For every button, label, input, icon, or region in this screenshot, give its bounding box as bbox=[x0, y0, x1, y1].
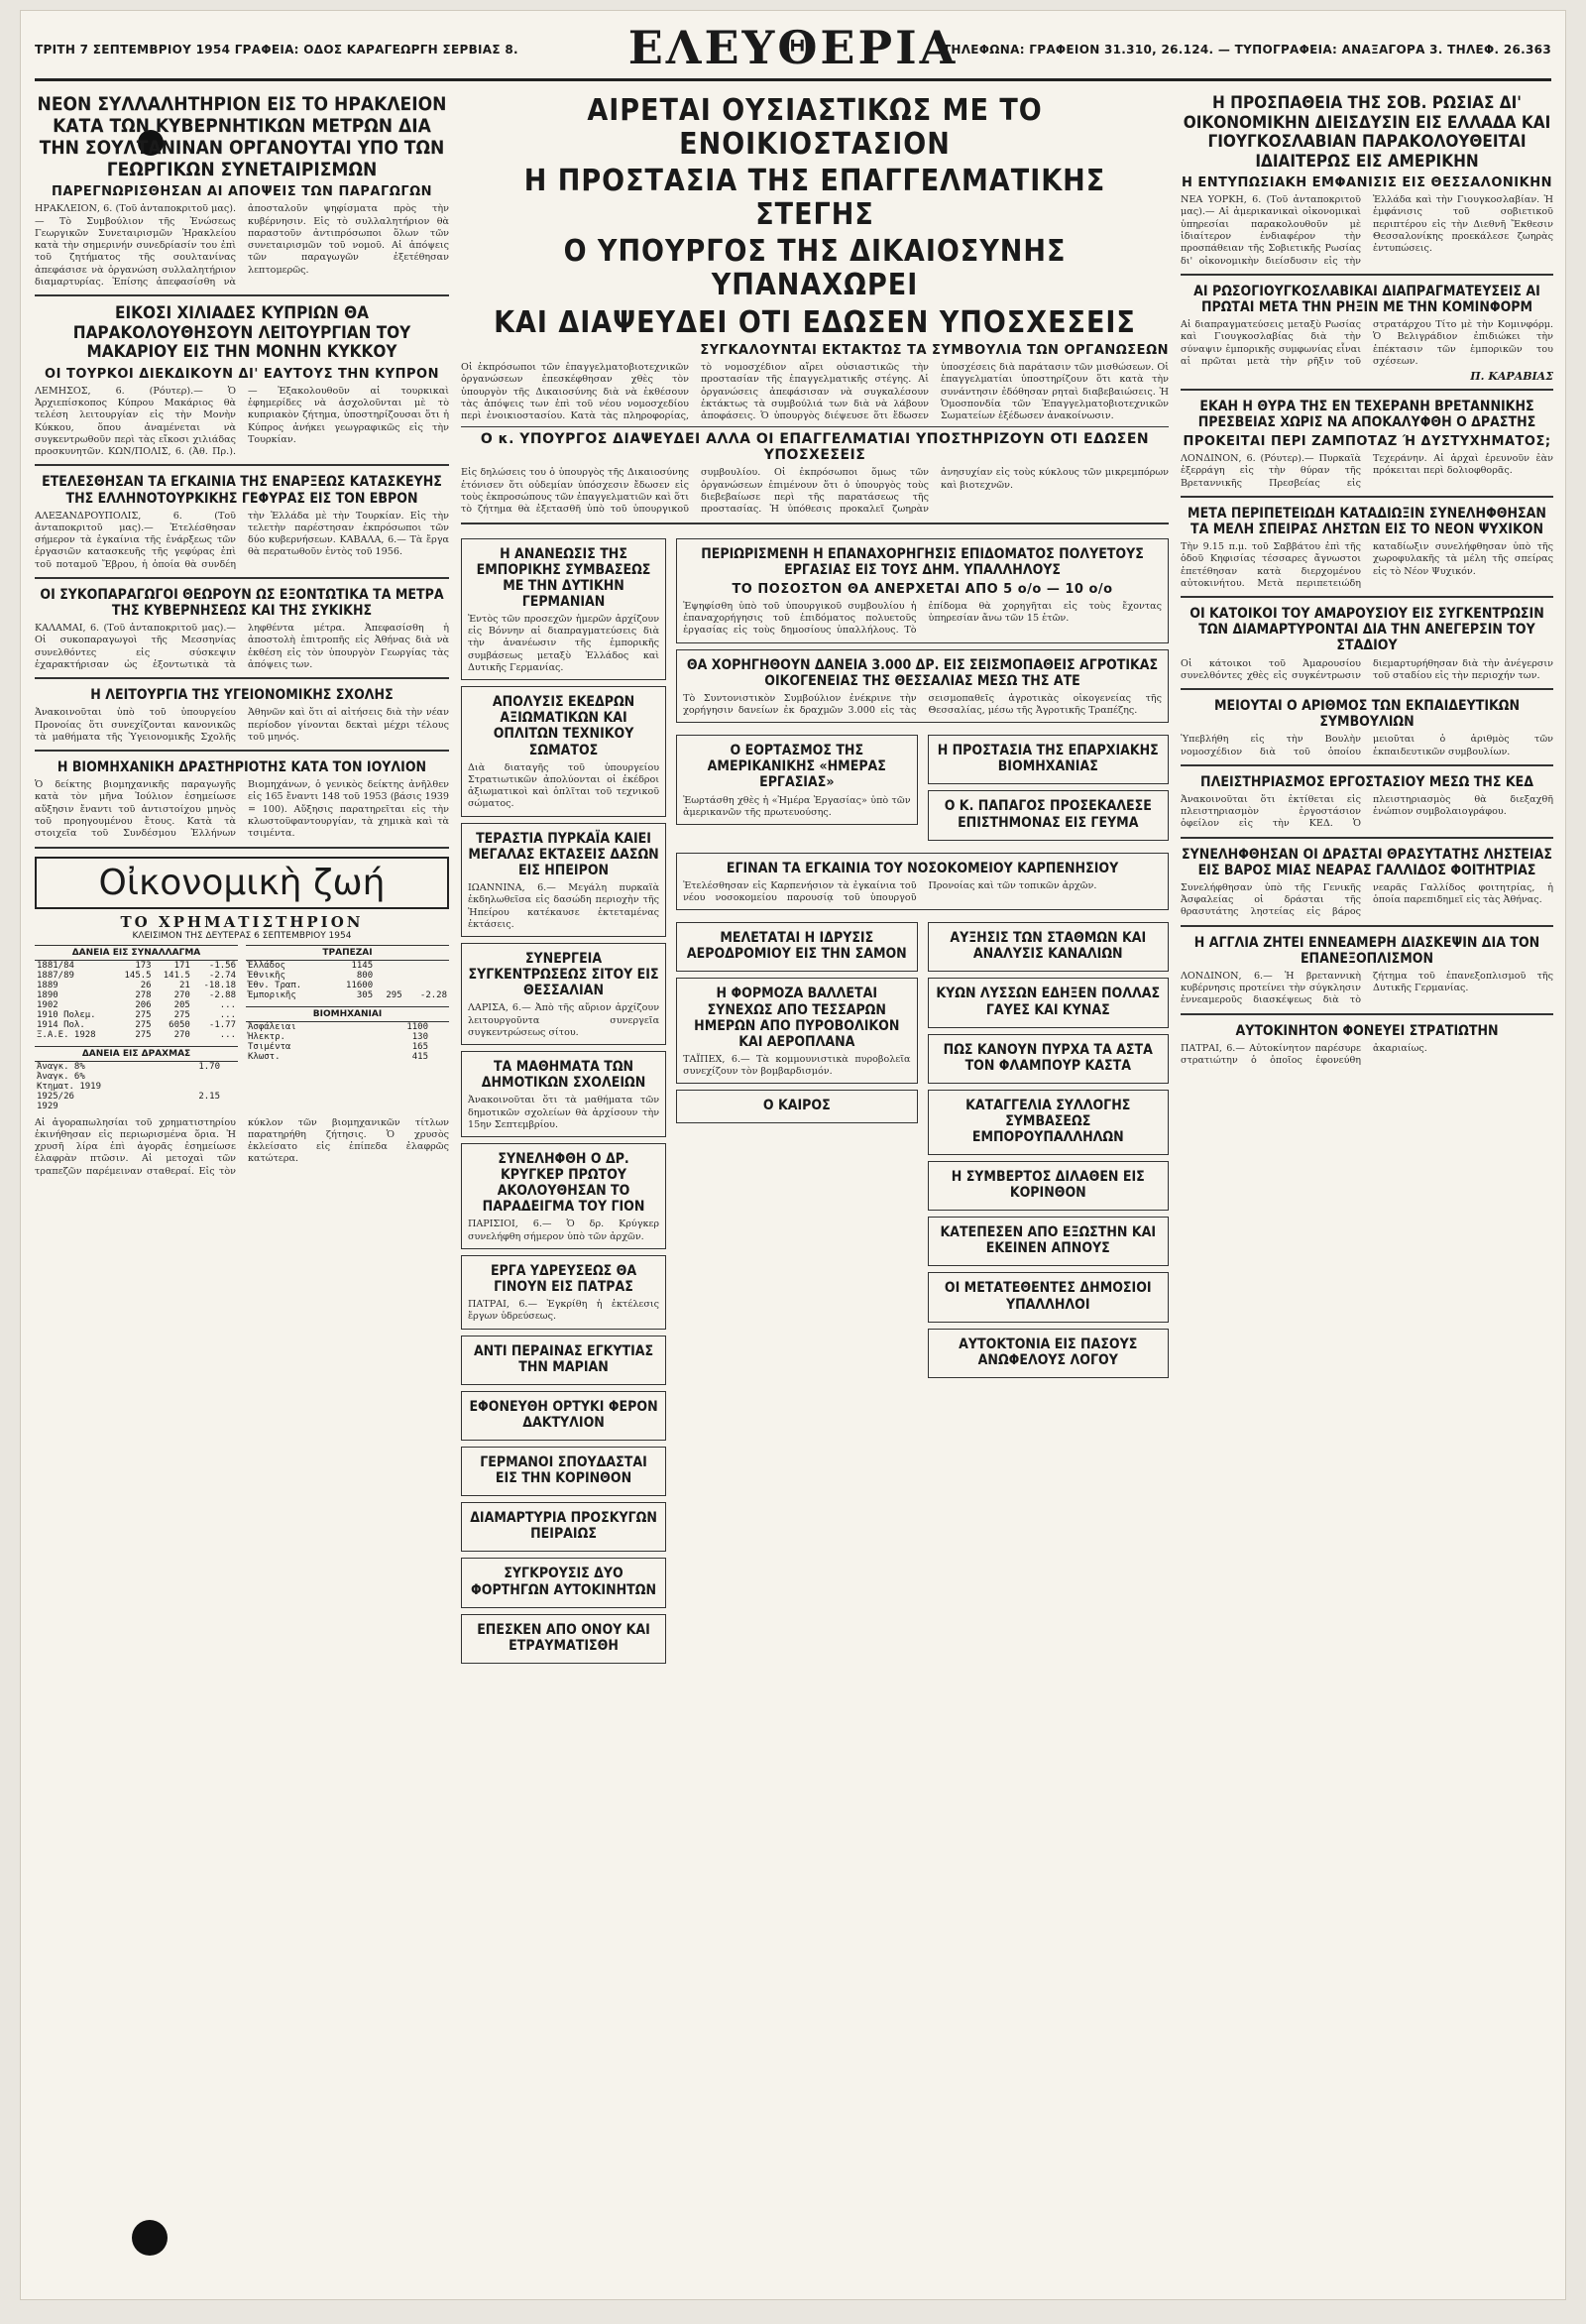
economy-section bbox=[35, 857, 449, 1178]
article bbox=[1181, 606, 1553, 690]
article bbox=[461, 686, 666, 816]
article-body: ΚΑΛΑΜΑΙ, 6. (Τοῦ ἀνταποκριτοῦ μας).— Οἱ συκοπαραγωγοὶ τῆς Μεσσηνίας συνελθόντες εἰς σύσκεψιν ἐχαρακτήρισαν ὡς ἐξοντωτικὰ τὰ ληφθέντα μέτρα. Ἀπεφασίσθη ἡ ἀποστολὴ ἐπιτροπῆς εἰς Ἀθήνας διὰ νὰ ἐκθέση εἰς τὸν ὑπουργὸν Γεωργίας τὰς ἀπόψεις των. bbox=[35, 623, 449, 670]
article-byline: Π. ΚΑΡΑΒΙΑΣ bbox=[1470, 370, 1553, 384]
table-cell bbox=[375, 971, 404, 981]
table-cell bbox=[439, 1042, 449, 1052]
article-headline: ΕΙΚΟΣΙ ΧΙΛΙΑΔΕΣ ΚΥΠΡΙΩΝ ΘΑ ΠΑΡΑΚΟΛΟΥΘΗΣΟΥΝ ΛΕΙΤΟΥΡΓΙΑΝ ΤΟΥ ΜΑΚΑΡΙΟΥ ΕΙΣ ΤΗΝ ΜΟΝΗΝ ΚΥΚΚΟΥ bbox=[72, 303, 411, 363]
table-cell: 145.5 bbox=[124, 970, 152, 981]
article-subheadline: ΠΑΡΕΓΝΩΡΙΣΘΗΣΑΝ ΑΙ ΑΠΟΨΕΙΣ ΤΩΝ ΠΑΡΑΓΩΓΩΝ bbox=[51, 184, 433, 200]
article-headline: ΑΥΤΟΚΙΝΗΤΟΝ ΦΟΝΕΥΕΙ ΣΤΡΑΤΙΩΤΗΝ bbox=[1235, 1022, 1499, 1039]
table-row bbox=[35, 1072, 238, 1082]
table-cell: Ἐθνικῆς bbox=[248, 970, 285, 981]
article-body: ΠΑΤΡΑΙ, 6.— Αὐτοκίνητον παρέσυρε στρατιώτην ὁ ὁποῖος ἐφονεύθη ἀκαριαίως. bbox=[1181, 1042, 1427, 1067]
market-table-industries bbox=[246, 1006, 449, 1062]
table-cell bbox=[230, 1082, 238, 1092]
table-row bbox=[246, 1021, 449, 1032]
table-cell: 1925/26 bbox=[37, 1091, 74, 1102]
article bbox=[461, 1336, 666, 1385]
article bbox=[35, 587, 449, 679]
masthead-phones: ΤΗΛΕΦΩΝΑ: ΓΡΑΦΕΙΟΝ 31.310, 26.124. — ΤΥΠΟΓΡΑΦΕΙΑ: ΑΝΑΞΑΓΟΡΑ 3. ΤΗΛΕΦ. 26.363 bbox=[942, 43, 1551, 57]
table-cell: 1910 Πολεμ. bbox=[37, 1009, 96, 1020]
article-headline: ΣΥΝΕΡΓΕΙΑ ΣΥΓΚΕΝΤΡΩΣΕΩΣ ΣΙΤΟΥ ΕΙΣ ΘΕΣΣΑΛΙΑΝ bbox=[468, 951, 659, 999]
article bbox=[35, 474, 449, 579]
article-headline: ΑΙ ΡΩΣΟΓΙΟΥΓΚΟΣΛΑΒΙΚΑΙ ΔΙΑΠΡΑΓΜΑΤΕΥΣΕΙΣ ΑΙ ΠΡΩΤΑΙ ΜΕΤΑ ΤΗΝ ΡΗΞΙΝ ΜΕ ΤΗΝ ΚΟΜΙΝΦΟΡΜ bbox=[1193, 283, 1540, 315]
table-cell: Ἀναγκ. 6% bbox=[37, 1071, 85, 1082]
article-headline: ΟΙ ΚΑΤΟΙΚΟΙ ΤΟΥ ΑΜΑΡΟΥΣΙΟΥ ΕΙΣ ΣΥΓΚΕΝΤΡΩΣΙΝ ΤΩΝ ΔΙΑΜΑΡΤΥΡΟΝΤΑΙ ΔΙΑ ΤΗΝ ΑΝΕΓΕΡΣΙΝ ΤΟΥ ΣΤΑΔΙΟΥ bbox=[1190, 606, 1544, 654]
article bbox=[35, 687, 449, 752]
table-cell: 278 bbox=[135, 989, 152, 1000]
masthead-title: ΕΛΕΥΘΕΡΙΑ bbox=[627, 21, 959, 74]
table-title: ΒΙΟΜΗΧΑΝΙΑΙ bbox=[246, 1006, 449, 1021]
article-headline: ΜΕΤΑ ΠΕΡΙΠΕΤΕΙΩΔΗ ΚΑΤΑΔΙΩΞΙΝ ΣΥΝΕΛΗΦΘΗΣΑΝ ΤΑ ΜΕΛΗ ΣΠΕΙΡΑΣ ΛΗΣΤΩΝ ΕΙΣ ΤΟ ΝΕΟΝ ΨΥΧΙΚΟΝ bbox=[1188, 506, 1546, 538]
article-body: ΗΡΑΚΛΕΙΟΝ, 6. (Τοῦ ἀνταποκριτοῦ μας).— Τὸ Συμβούλιον τῆς Ἑνώσεως Γεωργικῶν Συνεταιρισμῶν Ἡρακλείου κατὰ τὴν σημερινήν συνεδρίασίν του ἐπὶ τοῦ ζητήματος τῆς σουλτανίνας ἀπεφάσισε νὰ ὀργανώση συλλαλητήριον διαμαρτυρίας. Ἐπίσης ἀπεφασίσθη νὰ ἀποσταλοῦν ψηφίσματα πρὸς τὴν κυβέρνησιν. Εἰς τὸ συλλαλητήριον θὰ παραστοῦν ἀντιπρόσωποι ὅλων τῶν συνεταιρισμῶν τοῦ νομοῦ. Αἱ ἀπόψεις τῶν παραγωγῶν ἐξετέθησαν λεπτομερῶς. bbox=[35, 203, 449, 288]
article-subheadline: Η ΕΝΤΥΠΩΣΙΑΚΗ ΕΜΦΑΝΙΣΙΣ ΕΙΣ ΘΕΣΣΑΛΟΝΙΚΗΝ bbox=[1182, 175, 1552, 191]
table-cell: -18.18 bbox=[203, 980, 236, 990]
table-cell bbox=[430, 1032, 439, 1042]
table-cell: 270 bbox=[173, 989, 190, 1000]
right-column bbox=[1181, 92, 1553, 2289]
article-body: Οἱ ἐκπρόσωποι τῶν ἐπαγγελματοβιοτεχνικῶν ὀργανώσεων ἐπεσκέφθησαν χθὲς τὸν ὑπουργὸν τῆς Δικαιοσύνης διὰ νὰ ἐκθέσουν τὰς ἀπόψεις των ἐπὶ τοῦ νέου νομοσχεδίου περὶ ἐνοικιοστασίου. Κατὰ τὰς πληροφορίας, τὸ νομοσχέδιον αἴρει οὐσιαστικῶς τὴν προστασίαν τῆς ἐπαγγελματικῆς στέγης. Αἱ ὀργανώσεις ἀπεφάσισαν νὰ συγκαλέσουν ἐκτάκτως τὰ συμβούλιά των διὰ νὰ λάβουν ἀποφάσεις. Ὁ ὑπουργὸς διέψευσε ὅτι ἔδωσεν ὑποσχέσεις διὰ παράτασιν τῶν μισθώσεων. Οἱ ἐπαγγελματίαι ὑποστηρίζουν ὅτι κατὰ τὴν συνάντησιν ἐδόθησαν ρηταὶ διαβεβαιώσεις. Ἡ Ὁμοσπονδία τῶν Ἐπαγγελματοβιοτεχνικῶν Σωματείων ἐξέδωσεν ἀνακοίνωσιν. bbox=[461, 362, 1169, 422]
article bbox=[928, 922, 1169, 972]
table-cell: 275 bbox=[135, 1019, 152, 1030]
table-row bbox=[35, 1082, 238, 1092]
table-row bbox=[35, 971, 238, 981]
table-title: ΔΑΝΕΙΑ ΕΙΣ ΔΡΑΧΜΑΣ bbox=[35, 1046, 238, 1061]
article-headline: ΠΕΡΙΩΡΙΣΜΕΝΗ Η ΕΠΑΝΑΧΟΡΗΓΗΣΙΣ ΕΠΙΔΟΜΑΤΟΣ ΠΟΛΥΕΤΟΥΣ ΕΡΓΑΣΙΑΣ ΕΙΣ ΤΟΥΣ ΔΗΜ. ΥΠΑΛΛΗΛΟΥΣ bbox=[701, 545, 1144, 578]
article bbox=[676, 978, 917, 1084]
article-headline: ΝΕΟΝ ΣΥΛΛΑΛΗΤΗΡΙΟΝ ΕΙΣ ΤΟ ΗΡΑΚΛΕΙΟΝ ΚΑΤΑ ΤΩΝ ΚΥΒΕΡΝΗΤΙΚΩΝ ΜΕΤΡΩΝ ΔΙΑ ΤΗΝ ΣΟΥΛΤΑΝΙΝΑΝ ΟΡΓΑΝΟΥΤΑΙ ΥΠΟ ΤΩΝ ΓΕΩΡΓΙΚΩΝ ΣΥΝΕΤΑΙΡΙΣΜΩΝ bbox=[37, 93, 447, 180]
article-body: ΤΑΪΠΕΧ, 6.— Τὰ κομμουνιστικὰ πυροβολεῖα συνεχίζουν τὸν βομβαρδισμόν. bbox=[683, 1053, 911, 1078]
article-headline: ΕΠΕΣΚΕΝ ΑΠΟ ΟΝΟΥ ΚΑΙ ΕΤΡΑΥΜΑΤΙΣΘΗ bbox=[477, 1621, 650, 1654]
article-headline: Η ΛΕΙΤΟΥΡΓΙΑ ΤΗΣ ΥΓΕΙΟΝΟΜΙΚΗΣ ΣΧΟΛΗΣ bbox=[90, 687, 394, 704]
article-body: Αἱ διαπραγματεύσεις μεταξὺ Ρωσίας καὶ Γιουγκοσλαβίας διὰ τὴν σύναψιν ἐμπορικῆς συμφωνίας εἶναι αἱ πρῶται μετὰ τὴν ρῆξιν τοῦ στρατάρχου Τίτο μὲ τὴν Κομινφόρμ. Ὁ Βελιγράδιον ἐπιδιώκει τὴν ἐπέκτασιν τῶν ἐμπορικῶν του σχέσεων. bbox=[1181, 318, 1553, 367]
table-cell: ... bbox=[219, 1009, 236, 1020]
article bbox=[1181, 399, 1553, 498]
table-cell: 415 bbox=[411, 1051, 429, 1062]
table-cell: 205 bbox=[173, 999, 190, 1010]
table-cell bbox=[230, 1102, 238, 1111]
article-body: Ἀνακοινοῦται ὑπὸ τοῦ ὑπουργείου Προνοίας ὅτι συνεχίζονται κανονικῶς τὰ μαθήματα τῆς Ὑγειονομικῆς Σχολῆς Ἀθηνῶν καὶ ὅτι αἱ αἰτήσεις διὰ τὴν νέαν περίοδον γίνονται δεκταὶ μέχρι τέλους τοῦ μηνός. bbox=[35, 707, 449, 743]
table-cell bbox=[439, 1032, 449, 1042]
table-cell: Ἠλεκτρ. bbox=[248, 1031, 285, 1042]
article-body: Ἐτελέσθησαν εἰς Καρπενήσιον τὰ ἐγκαίνια τοῦ νέου νοσοκομείου παρουσίᾳ τοῦ ὑπουργοῦ Προνοίας καὶ τῶν τοπικῶν ἀρχῶν. bbox=[683, 879, 1097, 903]
table-row bbox=[35, 1020, 238, 1030]
article-body: Ἀνακοινοῦται ὅτι ἐκτίθεται εἰς πλειστηριασμὸν ἐργοστάσιον ὀφείλον εἰς τὴν ΚΕΔ. Ὁ πλειστηριασμὸς θὰ διεξαχθῆ ἐνώπιον συμβολαιογράφου. bbox=[1181, 793, 1553, 830]
article-body: Ὁ δείκτης βιομηχανικῆς παραγωγῆς κατὰ τὸν μῆνα Ἰούλιον ἐσημείωσε αὔξησιν ἔναντι τοῦ ἀντιστοίχου μηνὸς τοῦ προηγουμένου ἔτους. Κατὰ τὰ στοιχεῖα τοῦ Συνδέσμου Ἑλλήνων Βιομηχάνων, ὁ γενικὸς δείκτης ἀνῆλθεν εἰς 165 ἔναντι 148 τοῦ 1953 (βάσις 1939 = 100). Αὔξησις παρατηρεῖται εἰς τὴν κλωστοϋφαντουργίαν, τὰ χημικὰ καὶ τὰ τσιμέντα. bbox=[35, 779, 449, 840]
table-cell: 173 bbox=[135, 960, 152, 971]
market-table-banks bbox=[246, 945, 449, 1000]
article bbox=[35, 759, 449, 848]
article-headline: Η ΠΡΟΣΠΑΘΕΙΑ ΤΗΣ ΣΟΒ. ΡΩΣΙΑΣ ΔΙ' ΟΙΚΟΝΟΜΙΚΗΝ ΔΙΕΙΣΔΥΣΙΝ ΕΙΣ ΕΛΛΑΔΑ ΚΑΙ ΓΙΟΥΓΚΟΣΛΑΒΙΑΝ ΠΑΡΑΚΟΛΟΥΘΕΙΤΑΙ ΙΔΙΑΙΤΕΡΩΣ ΕΙΣ ΑΜΕΡΙΚΗΝ bbox=[1183, 93, 1551, 172]
article-headline: ΟΙ ΜΕΤΑΤΕΘΕΝΤΕΣ ΔΗΜΟΣΙΟΙ ΥΠΑΛΛΗΛΟΙ bbox=[944, 1280, 1152, 1313]
table-row bbox=[35, 1030, 238, 1040]
article bbox=[1181, 847, 1553, 927]
table-cell bbox=[222, 1102, 230, 1111]
article-body: Οἱ κάτοικοι τοῦ Ἀμαρουσίου συνελθόντες χθὲς εἰς συγκέντρωσιν διεμαρτυρήθησαν διὰ τὴν ἀνέγερσιν τοῦ σταδίου εἰς τὴν περιοχήν των. bbox=[1181, 657, 1553, 681]
table-row bbox=[246, 981, 449, 990]
table-cell bbox=[404, 981, 449, 990]
article bbox=[461, 1391, 666, 1441]
table-cell bbox=[230, 1061, 238, 1072]
article bbox=[1181, 698, 1553, 766]
table-cell bbox=[222, 1082, 230, 1092]
article bbox=[676, 853, 1169, 911]
article-body: ΠΑΤΡΑΙ, 6.— Ἐγκρίθη ἡ ἐκτέλεσις ἔργων ὑδρεύσεως. bbox=[468, 1299, 660, 1323]
article bbox=[676, 1090, 917, 1123]
article-body: ΛΕΜΗΣΟΣ, 6. (Ρόυτερ).— Ὁ Ἀρχιεπίσκοπος Κύπρου Μακάριος θὰ τελέση λειτουργίαν εἰς τὴν Μονὴν Κύκκου, ὅπου ἀναμένεται νὰ συγκεντρωθοῦν περὶ τὰς εἴκοσι χιλιάδας προσκυνητῶν. ΚΩΝ/ΠΟΛΙΣ, 6. (Ἀθ. Πρ.).— Ἐξακολουθοῦν αἱ τουρκικαὶ ἐφημερίδες νὰ ἀσχολοῦνται μὲ τὸ κυπριακὸν ζήτημα, ὑποστηρίζουσαι ὅτι ἡ Κύπρος ἀνήκει γεωγραφικῶς εἰς τὴν Τουρκίαν. bbox=[35, 385, 449, 458]
table-cell bbox=[171, 1072, 222, 1082]
table-cell bbox=[430, 1021, 439, 1032]
table-row bbox=[246, 971, 449, 981]
article bbox=[461, 538, 666, 681]
article-body: ΛΟΝΔΙΝΟΝ, 6. (Ρόυτερ).— Πυρκαϊὰ ἐξερράγη εἰς τὴν θύραν τῆς Βρεταννικῆς Πρεσβείας εἰς Τεχεράνην. Αἱ ἀρχαὶ ἐρευνοῦν ἐὰν πρόκειται περὶ δολιοφθορᾶς. bbox=[1181, 453, 1553, 489]
table-cell: 206 bbox=[135, 999, 152, 1010]
market-table-foreign-loans bbox=[35, 945, 238, 1040]
table-cell: Τσιμέντα bbox=[248, 1041, 291, 1052]
table-cell bbox=[375, 981, 404, 990]
left-column bbox=[35, 92, 449, 2289]
table-cell: 1890 bbox=[37, 989, 58, 1000]
article-subheadline: ΠΡΟΚΕΙΤΑΙ ΠΕΡΙ ΖΑΜΠΟΤΑΖ Ή ΔΥΣΤΥΧΗΜΑΤΟΣ; bbox=[1183, 434, 1551, 450]
table-cell: Ἀναγκ. 8% bbox=[37, 1061, 85, 1072]
article-body: Ἐωρτάσθη χθὲς ἡ «Ἡμέρα Ἐργασίας» ὑπὸ τῶν ἀμερικανῶν τῆς πρωτευούσης. bbox=[683, 794, 911, 818]
article-body: Διὰ διαταγῆς τοῦ ὑπουργείου Στρατιωτικῶν ἀπολύονται οἱ ἐκέδροι ἀξιωματικοὶ καὶ ὁπλῖται τοῦ τεχνικοῦ σώματος. bbox=[468, 761, 660, 810]
table-cell bbox=[230, 1072, 238, 1082]
article-headline: ΑΥΤΟΚΤΟΝΙΑ ΕΙΣ ΠΑΣΟΥΣ ΑΝΩΦΕΛΟΥΣ ΛΟΓΟΥ bbox=[959, 1336, 1138, 1368]
table-row bbox=[35, 981, 238, 990]
article bbox=[928, 978, 1169, 1027]
article-body: ΛΑΡΙΣΑ, 6.— Ἀπὸ τῆς αὔριον ἀρχίζουν λειτουργοῦντα συνεργεῖα συγκεντρώσεως σίτου. bbox=[468, 1002, 660, 1038]
article-headline: ΜΕΙΟΥΤΑΙ Ο ΑΡΙΘΜΟΣ ΤΩΝ ΕΚΠΑΙΔΕΥΤΙΚΩΝ ΣΥΜΒΟΥΛΙΩΝ bbox=[1213, 698, 1521, 731]
article bbox=[676, 735, 917, 825]
table-cell: 21 bbox=[179, 980, 190, 990]
article-headline: ΠΩΣ ΚΑΝΟΥΝ ΠΥΡΧΑ ΤΑ ΑΣΤΑ ΤΟΝ ΦΛΑΜΠΟΥΡ ΚΑΣΤΑ bbox=[943, 1041, 1153, 1074]
market-table-drachma-loans bbox=[35, 1046, 238, 1111]
article-body: Τὴν 9.15 π.μ. τοῦ Σαββάτου ἐπὶ τῆς ὁδοῦ Κηφισίας τέσσαρες ἄγνωστοι ἐπετέθησαν κατὰ διερχομένου αὐτοκινήτου. Μετὰ περιπετειώδη καταδίωξιν συνελήφθησαν ὑπὸ τῆς χωροφυλακῆς τὰ μέλη τῆς σπείρας εἰς τὸ Νέον Ψυχικόν. bbox=[1181, 541, 1553, 589]
article-headline: Η ΑΝΑΝΕΩΣΙΣ ΤΗΣ ΕΜΠΟΡΙΚΗΣ ΣΥΜΒΑΣΕΩΣ ΜΕ ΤΗΝ ΔΥΤΙΚΗΝ ΓΕΡΜΑΝΙΑΝ bbox=[476, 545, 651, 610]
table-cell: 11600 bbox=[346, 980, 374, 990]
article bbox=[676, 538, 1169, 643]
article-headline: ΔΙΑΜΑΡΤΥΡΙΑ ΠΡΟΣΚΥΓΩΝ ΠΕΙΡΑΙΩΣ bbox=[470, 1510, 657, 1543]
table-cell bbox=[404, 971, 449, 981]
article bbox=[461, 1558, 666, 1607]
lead-headline-line-1: ΑΙΡΕΤΑΙ ΟΥΣΙΑΣΤΙΚΩΣ ΜΕ ΤΟ ΕΝΟΙΚΙΟΣΤΑΣΙΟΝ bbox=[587, 93, 1043, 162]
article bbox=[1181, 1023, 1553, 1074]
article-body: Ἐψηφίσθη ὑπὸ τοῦ ὑπουργικοῦ συμβουλίου ἡ ἐπαναχορήγησις τοῦ ἐπιδόματος πολυετοῦς ἐργασίας εἰς τοὺς δημοσίους ὑπαλλήλους. Τὸ ἐπίδομα θὰ χορηγῆται εἰς τοὺς ἔχοντας ὑπηρεσίαν ἄνω τῶν 15 ἐτῶν. bbox=[683, 600, 1162, 637]
article bbox=[928, 1034, 1169, 1084]
article-headline: ΚΑΤΕΠΕΣΕΝ ΑΠΟ ΕΞΩΣΤΗΝ ΚΑΙ ΕΚΕΙΝΕΝ ΑΠΝΟΥΣ bbox=[940, 1224, 1157, 1257]
article-subheadline: ΤΟ ΠΟΣΟΣΤΟΝ ΘΑ ΑΝΕΡΧΕΤΑΙ ΑΠΟ 5 ο/ο — 10 ο/ο bbox=[732, 581, 1113, 597]
table-cell: -2.74 bbox=[208, 970, 236, 981]
table-cell bbox=[222, 1072, 230, 1082]
table-cell bbox=[430, 1042, 439, 1052]
table-cell: -1.56 bbox=[208, 960, 236, 971]
table-cell: 171 bbox=[173, 960, 190, 971]
lead-subheadline-2: Ο κ. ΥΠΟΥΡΓΟΣ ΔΙΑΨΕΥΔΕΙ ΑΛΛΑ ΟΙ ΕΠΑΓΓΕΛΜΑΤΙΑΙ ΥΠΟΣΤΗΡΙΖΟΥΝ ΟΤΙ ΕΔΩΣΕΝ ΥΠΟΣΧΕΣΕΙΣ bbox=[461, 426, 1169, 463]
article-headline: ΑΝΤΙ ΠΕΡΑΙΝΑΣ ΕΓΚΥΤΙΑΣ ΤΗΝ ΜΑΡΙΑΝ bbox=[473, 1342, 654, 1375]
article bbox=[928, 1161, 1169, 1211]
table-row bbox=[35, 1092, 238, 1102]
article bbox=[461, 1614, 666, 1664]
article bbox=[461, 823, 666, 937]
table-cell: 305 bbox=[356, 989, 374, 1000]
table-cell: 1145 bbox=[351, 960, 374, 971]
table-row bbox=[35, 1102, 238, 1111]
table-cell: 1100 bbox=[406, 1021, 429, 1032]
table-cell bbox=[430, 1052, 439, 1062]
table-title: ΔΑΝΕΙΑ ΕΙΣ ΣΥΝΑΛΛΑΓΜΑ bbox=[35, 945, 238, 960]
article-headline: Η ΦΟΡΜΟΖΑ ΒΑΛΛΕΤΑΙ ΣΥΝΕΧΩΣ ΑΠΟ ΤΕΣΣΑΡΩΝ ΗΜΕΡΩΝ ΑΠΟ ΠΥΡΟΒΟΛΙΚΟΝ ΚΑΙ ΑΕΡΟΠΛΑΝΑ bbox=[694, 986, 900, 1050]
table-cell: Ξ.Α.Ε. 1928 bbox=[37, 1029, 96, 1040]
article-headline: ΕΓΙΝΑΝ ΤΑ ΕΓΚΑΙΝΙΑ ΤΟΥ ΝΟΣΟΚΟΜΕΙΟΥ ΚΑΡΠΕΝΗΣΙΟΥ bbox=[726, 860, 1119, 876]
newspaper-page bbox=[20, 10, 1566, 2300]
table-title: ΤΡΑΠΕΖΑΙ bbox=[246, 945, 449, 960]
article bbox=[1181, 94, 1553, 276]
table-cell bbox=[439, 1021, 449, 1032]
table-cell: 26 bbox=[140, 980, 152, 990]
article-body: ΛΟΝΔΙΝΟΝ, 6.— Ἡ βρεταννικὴ κυβέρνησις προτείνει τὴν σύγκλησιν ἐννεαμεροῦς διασκέψεως διὰ τὸ ζήτημα τοῦ ἐπανεξοπλισμοῦ τῆς Δυτικῆς Γερμανίας. bbox=[1181, 970, 1553, 1006]
table-row bbox=[246, 990, 449, 1000]
table-cell: 130 bbox=[411, 1031, 429, 1042]
table-cell: Κλωστ. bbox=[248, 1051, 281, 1062]
article bbox=[928, 1272, 1169, 1322]
article-body: Συνελήφθησαν ὑπὸ τῆς Γενικῆς Ἀσφαλείας οἱ δράσται τῆς θρασυτάτης ληστείας εἰς βάρος νεαρᾶς Γαλλίδος φοιτητρίας, ἡ ὁποία παρεπιδημεῖ εἰς τὰς Ἀθήνας. bbox=[1181, 881, 1553, 918]
table-cell bbox=[222, 1061, 230, 1072]
article-body: ΑΛΕΞΑΝΔΡΟΥΠΟΛΙΣ, 6. (Τοῦ ἀνταποκριτοῦ μας).— Ἐτελέσθησαν σήμερον τὰ ἐγκαίνια τῆς ἐνάρξεως τῶν ἐργασιῶν κατασκευῆς τῆς γεφύρας ἐπὶ τοῦ ποταμοῦ Ἔβρου, ἡ ὁποία θὰ συνδέη τὴν Ἑλλάδα μὲ τὴν Τουρκίαν. Εἰς τὴν τελετὴν παρέστησαν ἐκπρόσωποι τῶν δύο κυβερνήσεων. ΚΑΒΑΛΑ, 6.— Τὰ ἔργα θὰ περατωθοῦν ἐντὸς τοῦ 1956. bbox=[35, 510, 449, 570]
article-headline: ΚΑΤΑΓΓΕΛΙΑ ΣΥΛΛΟΓΗΣ ΣΥΜΒΑΣΕΩΣ ΕΜΠΟΡΟΥΠΑΛΛΗΛΩΝ bbox=[965, 1097, 1131, 1145]
table-row bbox=[35, 960, 238, 971]
lead-headline-line-4: ΚΑΙ ΔΙΑΨΕΥΔΕΙ ΟΤΙ ΕΔΩΣΕΝ ΥΠΟΣΧΕΣΕΙΣ bbox=[494, 304, 1136, 340]
table-cell: 1881/84 bbox=[37, 960, 74, 971]
masthead-date-address: ΤΡΙΤΗ 7 ΣΕΠΤΕΜΒΡΙΟΥ 1954 ΓΡΑΦΕΙΑ: ΟΔΟΣ ΚΑΡΑΓΕΩΡΓΗ ΣΕΡΒΙΑΣ 8. bbox=[35, 43, 518, 57]
article-body: ΙΩΑΝΝΙΝΑ, 6.— Μεγάλη πυρκαϊὰ ἐκδηλωθεῖσα εἰς δασώδη περιοχὴν τῆς Ἠπείρου κατέκαυσε ἐκτεταμένας ἐκτάσεις. bbox=[468, 881, 660, 930]
table-cell: 1.70 bbox=[198, 1061, 220, 1072]
table-cell: 165 bbox=[411, 1041, 429, 1052]
article-headline: ΚΥΩΝ ΛΥΣΣΩΝ ΕΔΗΞΕΝ ΠΟΛΛΑΣ ΓΑΥΕΣ ΚΑΙ ΚΥΝΑΣ bbox=[936, 986, 1161, 1018]
article-headline: ΜΕΛΕΤΑΤΑΙ Η ΙΔΡΥΣΙΣ ΑΕΡΟΔΡΟΜΙΟΥ ΕΙΣ ΤΗΝ ΣΑΜΟΝ bbox=[686, 930, 907, 963]
article bbox=[676, 649, 1169, 724]
article bbox=[35, 304, 449, 466]
article-body: Ἐντὸς τῶν προσεχῶν ἡμερῶν ἀρχίζουν εἰς Βόννην αἱ διαπραγματεύσεις διὰ τὴν ἀνανέωσιν τῆς ἐμπορικῆς συμβάσεως μεταξὺ Ἑλλάδος καὶ Δυτικῆς Γερμανίας. bbox=[468, 613, 660, 673]
table-cell: -2.88 bbox=[208, 989, 236, 1000]
article bbox=[461, 1143, 666, 1249]
table-row bbox=[35, 1000, 238, 1010]
table-cell: 295 bbox=[386, 989, 402, 1000]
article-headline: ΓΕΡΜΑΝΟΙ ΣΠΟΥΔΑΣΤΑΙ ΕΙΣ ΤΗΝ ΚΟΡΙΝΘΟΝ bbox=[480, 1454, 647, 1487]
article bbox=[35, 94, 449, 296]
table-cell: 1902 bbox=[37, 999, 58, 1010]
article-headline: ΣΥΓΚΡΟΥΣΙΣ ΔΥΟ ΦΟΡΤΗΓΩΝ ΑΥΤΟΚΙΝΗΤΩΝ bbox=[471, 1566, 657, 1598]
table-cell bbox=[171, 1102, 222, 1111]
table-cell: -2.28 bbox=[419, 989, 447, 1000]
table-cell: ... bbox=[219, 999, 236, 1010]
table-row bbox=[246, 1042, 449, 1052]
article-headline: ΣΥΝΕΛΗΦΘΗ Ο ΔΡ. ΚΡΥΓΚΕΡ ΠΡΩΤΟΥ ΑΚΟΛΟΥΘΗΣΑΝ ΤΟ ΠΑΡΑΔΕΙΓΜΑ ΤΟΥ ΓΙΟΝ bbox=[482, 1151, 645, 1216]
stock-exchange-title: ΤΟ ΧΡΗΜΑΤΙΣΤΗΡΙΟΝ bbox=[120, 912, 364, 931]
article bbox=[461, 1447, 666, 1496]
article-body: Ὑπεβλήθη εἰς τὴν Βουλὴν νομοσχέδιον διὰ τοῦ ὁποίου μειοῦται ὁ ἀριθμὸς τῶν ἐκπαιδευτικῶν συμβουλίων. bbox=[1181, 734, 1553, 757]
table-cell: Ἐμπορικῆς bbox=[248, 989, 296, 1000]
article-body: Εἰς δηλώσεις του ὁ ὑπουργὸς τῆς Δικαιοσύνης ἐτόνισεν ὅτι οὐδεμίαν ὑπόσχεσιν ἔδωσεν εἰς τοὺς ἐκπροσώπους τῶν ἐπαγγελματιῶν καὶ ὅτι τὸ ζήτημα θὰ ἐξετασθῆ ὑπὸ τοῦ ὑπουργικοῦ συμβουλίου. Οἱ ἐκπρόσωποι ὅμως τῶν ὀργανώσεων ἐπιμένουν ὅτι ὁ ὑπουργὸς τοὺς διεβεβαίωσε περὶ τῆς παρατάσεως τῆς προστασίας. Ἡ ὑπόθεσις προκαλεῖ ζωηρὰν ἀνησυχίαν εἰς τοὺς κύκλους τῶν μικρεμπόρων καὶ βιοτεχνῶν. bbox=[461, 467, 1169, 516]
lead-headline-line-3: Ο ΥΠΟΥΡΓΟΣ ΤΗΣ ΔΙΚΑΙΟΣΥΝΗΣ ΥΠΑΝΑΧΩΡΕΙ bbox=[563, 234, 1067, 302]
article-subheadline: ΟΙ ΤΟΥΡΚΟΙ ΔΙΕΚΔΙΚΟΥΝ ΔΙ' ΕΑΥΤΟΥΣ ΤΗΝ ΚΥΠΡΟΝ bbox=[45, 366, 439, 382]
lead-subheadline: ΣΥΓΚΑΛΟΥΝΤΑΙ ΕΚΤΑΚΤΩΣ ΤΑ ΣΥΜΒΟΥΛΙΑ ΤΩΝ ΟΡΓΑΝΩΣΕΩΝ bbox=[700, 343, 1169, 359]
table-cell: 275 bbox=[135, 1029, 152, 1040]
table-cell: 141.5 bbox=[163, 970, 190, 981]
article bbox=[1181, 506, 1553, 598]
masthead bbox=[35, 19, 1551, 81]
table-cell bbox=[171, 1082, 222, 1092]
article-headline: ΘΑ ΧΟΡΗΓΗΘΟΥΝ ΔΑΝΕΙΑ 3.000 ΔΡ. ΕΙΣ ΣΕΙΣΜΟΠΑΘΕΙΣ ΑΓΡΟΤΙΚΑΣ ΟΙΚΟΓΕΝΕΙΑΣ ΤΗΣ ΘΕΣΣΑΛΙΑΣ ΜΕΣΩ ΤΗΣ ΑΤΕ bbox=[686, 656, 1159, 689]
table-cell bbox=[439, 1052, 449, 1062]
table-row bbox=[35, 1010, 238, 1020]
article-body: Τὸ Συντονιστικὸν Συμβούλιον ἐνέκρινε τὴν χορήγησιν δανείων ἐκ δραχμῶν 3.000 εἰς τὰς σεισμοπαθεῖς ἀγροτικὰς οἰκογενείας τῆς Θεσσαλίας, μέσω τῆς Ἀγροτικῆς Τραπέζης. bbox=[683, 692, 1162, 716]
economy-section-title: Οἰκονομικὴ ζωή bbox=[35, 857, 449, 909]
table-row bbox=[246, 1052, 449, 1062]
table-cell: 800 bbox=[356, 970, 374, 981]
table-row bbox=[35, 990, 238, 1000]
table-cell: 6050 bbox=[169, 1019, 190, 1030]
article-headline: Ο ΕΟΡΤΑΣΜΟΣ ΤΗΣ ΑΜΕΡΙΚΑΝΙΚΗΣ «ΗΜΕΡΑΣ ΕΡΓΑΣΙΑΣ» bbox=[707, 743, 886, 791]
article bbox=[676, 922, 917, 972]
article-headline: Η ΒΙΟΜΗΧΑΝΙΚΗ ΔΡΑΣΤΗΡΙΟΤΗΣ ΚΑΤΑ ΤΟΝ ΙΟΥΛΙΟΝ bbox=[57, 759, 427, 776]
table-cell bbox=[404, 960, 449, 971]
table-cell: 275 bbox=[173, 1009, 190, 1020]
table-cell: 1914 Πολ. bbox=[37, 1019, 85, 1030]
table-cell: 270 bbox=[173, 1029, 190, 1040]
article-body: ΠΑΡΙΣΙΟΙ, 6.— Ὁ δρ. Κρύγκερ συνελήφθη σήμερον ὑπὸ τῶν ἀρχῶν. bbox=[468, 1219, 660, 1242]
article-headline: ΑΠΟΛΥΣΙΣ ΕΚΕΔΡΩΝ ΑΞΙΩΜΑΤΙΚΩΝ ΚΑΙ ΟΠΛΙΤΩΝ ΤΕΧΝΙΚΟΥ ΣΩΜΑΤΟΣ bbox=[492, 694, 635, 758]
table-cell: 275 bbox=[135, 1009, 152, 1020]
article-headline: ΠΛΕΙΣΤΗΡΙΑΣΜΟΣ ΕΡΓΟΣΤΑΣΙΟΥ ΜΕΣΩ ΤΗΣ ΚΕΔ bbox=[1200, 773, 1533, 790]
article bbox=[1181, 935, 1553, 1015]
table-cell: 2.15 bbox=[198, 1091, 220, 1102]
article-headline: ΣΥΝΕΛΗΦΘΗΣΑΝ ΟΙ ΔΡΑΣΤΑΙ ΘΡΑΣΥΤΑΤΗΣ ΛΗΣΤΕΙΑΣ ΕΙΣ ΒΑΡΟΣ ΜΙΑΣ ΝΕΑΡΑΣ ΓΑΛΛΙΔΟΣ ΦΟΙΤΗΤΡΙΑΣ bbox=[1182, 846, 1552, 878]
article-headline: ΕΤΕΛΕΣΘΗΣΑΝ ΤΑ ΕΓΚΑΙΝΙΑ ΤΗΣ ΕΝΑΡΞΕΩΣ ΚΑΤΑΣΚΕΥΗΣ ΤΗΣ ΕΛΛΗΝΟΤΟΥΡΚΙΚΗΣ ΓΕΦΥΡΑΣ ΕΙΣ ΤΟΝ ΕΒΡΟΝ bbox=[42, 474, 442, 507]
table-cell: 1889 bbox=[37, 980, 58, 990]
article bbox=[928, 1329, 1169, 1378]
article-headline: ΤΑ ΜΑΘΗΜΑΤΑ ΤΩΝ ΔΗΜΟΤΙΚΩΝ ΣΧΟΛΕΙΩΝ bbox=[481, 1059, 646, 1092]
article-headline: Η ΑΓΓΛΙΑ ΖΗΤΕΙ ΕΝΝΕΑΜΕΡΗ ΔΙΑΣΚΕΨΙΝ ΔΙΑ ΤΟΝ ΕΠΑΝΕΞΟΠΛΙΣΜΟΝ bbox=[1193, 934, 1540, 967]
article-headline: ΕΡΓΑ ΥΔΡΕΥΣΕΩΣ ΘΑ ΓΙΝΟΥΝ ΕΙΣ ΠΑΤΡΑΣ bbox=[490, 1263, 637, 1296]
article bbox=[461, 1502, 666, 1552]
stock-exchange-date: ΚΛΕΙΣΙΜΟΝ ΤΗΣ ΔΕΥΤΕΡΑΣ 6 ΣΕΠΤΕΜΒΡΙΟΥ 1954 bbox=[132, 930, 352, 941]
article-headline: ΟΙ ΣΥΚΟΠΑΡΑΓΩΓΟΙ ΘΕΩΡΟΥΝ ΩΣ ΕΞΟΝΤΩΤΙΚΑ ΤΑ ΜΕΤΡΑ ΤΗΣ ΚΥΒΕΡΝΗΣΕΩΣ ΚΑΙ ΤΗΣ ΣΥΚΙΚΗΣ bbox=[40, 586, 444, 620]
article bbox=[928, 1217, 1169, 1266]
market-commentary: Αἱ ἀγοραπωλησίαι τοῦ χρηματιστηρίου ἐκινήθησαν εἰς περιωρισμένα ὅρια. Ἡ χρυσῆ λίρα ἐπὶ ἀγορᾶς ἐσημείωσε ἐλαφρὰν πτῶσιν. Αἱ μετοχαὶ τῶν τραπεζῶν παρέμειναν σταθεραί. Εἰς τὸν κύκλον τῶν βιομηχανικῶν τίτλων παρατηρήθη ζήτησις. Ὁ χρυσὸς ἐκλείσατο εἰς ἐπίπεδα ἐλαφρῶς κατώτερα. bbox=[35, 1116, 449, 1177]
lead-headline-line-2: Η ΠΡΟΣΤΑΣΙΑ ΤΗΣ ΕΠΑΓΓΕΛΜΑΤΙΚΗΣ ΣΤΕΓΗΣ bbox=[523, 164, 1106, 232]
article-headline: Η ΣΥΜΒΕΡΤΟΣ ΔΙΛΑΘΕΝ ΕΙΣ ΚΟΡΙΝΘΟΝ bbox=[951, 1169, 1145, 1202]
article bbox=[461, 1255, 666, 1330]
article bbox=[461, 943, 666, 1045]
table-row bbox=[246, 1032, 449, 1042]
article bbox=[1181, 284, 1553, 391]
table-row bbox=[35, 1061, 238, 1072]
article-headline: ΑΥΞΗΣΙΣ ΤΩΝ ΣΤΑΘΜΩΝ ΚΑΙ ΑΝΑΛΥΣΙΣ ΚΑΝΑΛΙΩΝ bbox=[950, 930, 1147, 963]
article-headline: ΕΚΑΗ Η ΘΥΡΑ ΤΗΣ ΕΝ ΤΕΧΕΡΑΝΗ ΒΡΕΤΑΝΝΙΚΗΣ ΠΡΕΣΒΕΙΑΣ ΧΩΡΙΣ ΝΑ ΑΠΟΚΑΛΥΦΘΗ Ο ΔΡΑΣΤΗΣ bbox=[1197, 399, 1536, 431]
article-headline: Η ΠΡΟΣΤΑΣΙΑ ΤΗΣ ΕΠΑΡΧΙΑΚΗΣ ΒΙΟΜΗΧΑΝΙΑΣ bbox=[937, 743, 1159, 775]
table-cell: Ἐθν. Τραπ. bbox=[248, 980, 302, 990]
lead-article bbox=[461, 94, 1169, 524]
article-body: ΝΕΑ ΥΟΡΚΗ, 6. (Τοῦ ἀνταποκριτοῦ μας).— Αἱ ἀμερικανικαὶ οἰκονομικαὶ ὑπηρεσίαι παρακολουθοῦν μὲ ἰδιαίτερον ἐνδιαφέρον τὴν προσπάθειαν τῆς Σοβιετικῆς Ρωσίας δι' οἰκονομικὴν διείσδυσιν εἰς τὴν Ἑλλάδα καὶ τὴν Γιουγκοσλαβίαν. Ἡ ἐμφάνισις τοῦ σοβιετικοῦ περιπτέρου εἰς τὴν Διεθνῆ Ἔκθεσιν Θεσσαλονίκης προεκάλεσε ζωηρὰς ἐντυπώσεις. bbox=[1181, 194, 1553, 267]
article bbox=[1181, 774, 1553, 839]
article-body: Ἀνακοινοῦται ὅτι τὰ μαθήματα τῶν δημοτικῶν σχολείων θὰ ἀρχίσουν τὴν 15ην Σεπτεμβρίου. bbox=[468, 1095, 660, 1130]
table-cell: Ἑλλάδος bbox=[248, 960, 285, 971]
table-cell bbox=[230, 1092, 238, 1102]
article-headline: ΤΕΡΑΣΤΙΑ ΠΥΡΚΑΪΑ ΚΑΙΕΙ ΜΕΓΑΛΑΣ ΕΚΤΑΣΕΙΣ ΔΑΣΩΝ ΕΙΣ ΗΠΕΙΡΟΝ bbox=[468, 830, 659, 878]
table-cell: Ἀσφάλειαι bbox=[248, 1021, 296, 1032]
article-headline: ΕΦΟΝΕΥΘΗ ΟΡΤΥΚΙ ΦΕΡΟΝ ΔΑΚΤΥΛΙΟΝ bbox=[469, 1398, 658, 1431]
center-column bbox=[461, 92, 1169, 2289]
article bbox=[461, 1051, 666, 1137]
table-cell: Κτηματ. 1919 bbox=[37, 1081, 102, 1092]
article-headline: Ο Κ. ΠΑΠΑΓΟΣ ΠΡΟΣΕΚΑΛΕΣΕ ΕΠΙΣΤΗΜΟΝΑΣ ΕΙΣ ΓΕΥΜΑ bbox=[944, 798, 1152, 831]
table-cell bbox=[375, 960, 404, 971]
article bbox=[928, 735, 1169, 784]
table-cell: 1929 bbox=[37, 1101, 58, 1111]
article bbox=[928, 1090, 1169, 1155]
table-cell: ... bbox=[219, 1029, 236, 1040]
table-cell bbox=[222, 1092, 230, 1102]
table-cell: -1.77 bbox=[208, 1019, 236, 1030]
table-row bbox=[246, 960, 449, 971]
table-cell: 1887/89 bbox=[37, 970, 74, 981]
article-headline: Ο ΚΑΙΡΟΣ bbox=[762, 1098, 831, 1114]
article bbox=[928, 790, 1169, 840]
